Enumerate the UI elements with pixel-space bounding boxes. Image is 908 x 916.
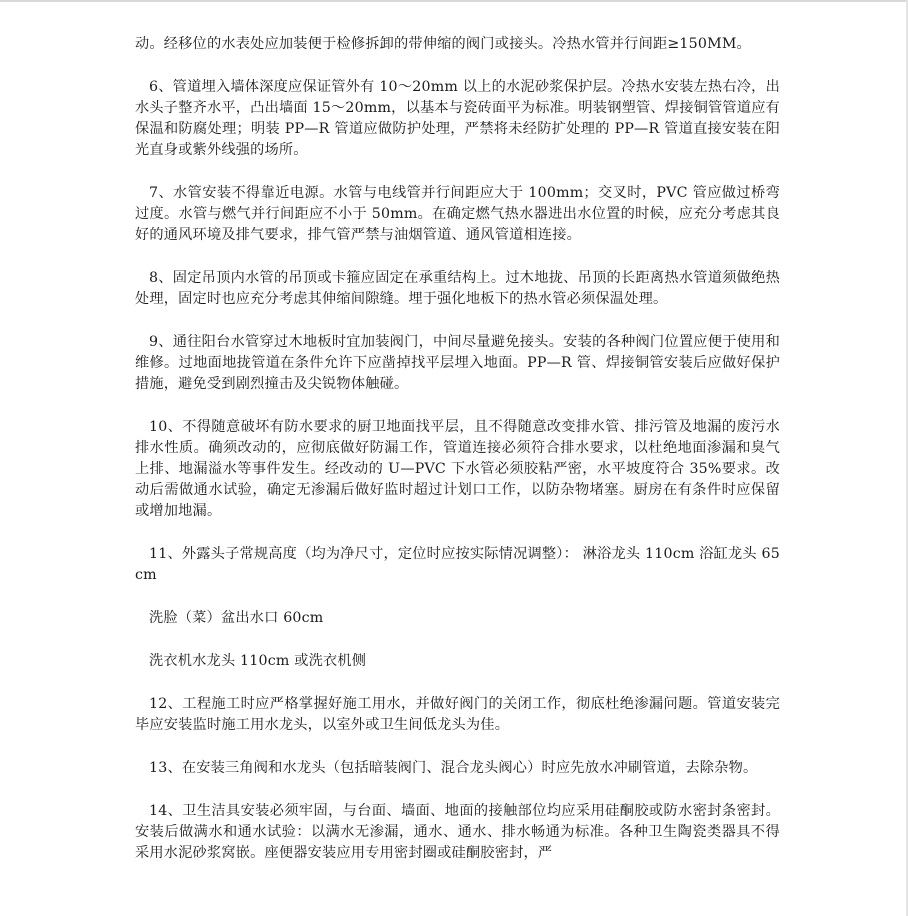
document-body <box>135 34 780 886</box>
paragraph-washer-tap-height: 洗衣机水龙头 110cm 或洗衣机侧 <box>149 653 367 669</box>
paragraph-item-14: 14、卫生洁具安装必须牢固，与台面、墙面、地面的接触部位均应采用硅酮胶或防水密封条密封。安装后做满水和通水试验：以满水无渗漏，通水、通水、排水畅通为标准。各种卫生陶瓷类器具不得采用水泥砂浆窝嵌。座便器安装应用专用密封圈或硅酮胶密封，严 <box>135 803 780 861</box>
paragraph-item-8: 8、固定吊顶内水管的吊顶或卡箍应固定在承重结构上。过木地拢、吊顶的长距离热水管道须做绝热处理，固定时也应充分考虑其伸缩间隙缝。埋于强化地板下的热水管必须保温处理。 <box>135 270 780 307</box>
paragraph-item-9: 9、通往阳台水管穿过木地板时宜加装阀门，中间尽量避免接头。安装的各种阀门位置应便于使用和维修。过地面地拢管道在条件允许下应凿掉找平层埋入地面。PP—R 管、焊接铜管安装后应做好保护措施，避免受到剧烈撞击及尖锐物体触碰。 <box>135 334 780 392</box>
paragraph-item-13: 13、在安装三角阀和水龙头（包括暗装阀门、混合龙头阀心）时应先放水冲刷管道，去除杂物。 <box>149 760 758 776</box>
page-top-border <box>0 0 908 2</box>
paragraph-continuation: 动。经移位的水表处应加装便于检修拆卸的带伸缩的阀门或接头。冷热水管并行间距≥150MM。 <box>135 36 751 52</box>
paragraph-item-10: 10、不得随意破坏有防水要求的厨卫地面找平层，且不得随意改变排水管、排污管及地漏的废污水排水性质。确须改动的，应彻底做好防漏工作，管道连接必须符合排水要求，以杜绝地面渗漏和臭气上排、地漏溢水等事件发生。经改动的 U—PVC 下水管必须胶粘严密，水平坡度符合 35%要求。改动后需做通水试验，确定无渗漏后做好监时超过计划口工作，以防杂物堵塞。厨房在有条件时应保留或增加地漏。 <box>135 419 780 519</box>
paragraph-washbasin-height: 洗脸（菜）盆出水口 60cm <box>149 610 324 626</box>
paragraph-item-11: 11、外露头子常规高度（均为净尺寸，定位时应按实际情况调整）： 淋浴龙头 110cm 浴缸龙头 65cm <box>135 546 780 583</box>
paragraph-item-7: 7、水管安装不得靠近电源。水管与电线管并行间距应大于 100mm；交叉时，PVC 管应做过桥弯过度。水管与燃气并行间距应不小于 50mm。在确定燃气热水器进出水位置的时候，应充分考虑其良好的通风环境及排气要求，排气管严禁与油烟管道、通风管道相连接。 <box>135 185 780 243</box>
paragraph-item-12: 12、工程施工时应严格掌握好施工用水，并做好阀门的关闭工作，彻底杜绝渗漏问题。管道安装完毕应安装监时施工用水龙头，以室外或卫生间低龙头为佳。 <box>135 696 780 733</box>
paragraph-item-6: 6、管道埋入墙体深度应保证管外有 10～20mm 以上的水泥砂浆保护层。冷热水安装左热右冷，出水头子整齐水平，凸出墙面 15～20mm，以基本与瓷砖面平为标准。明装钢塑管、焊接铜管管道应有保温和防腐处理；明装 PP—R 管道应做防护处理，严禁将未经防扩处理的 PP—R 管道直接安装在阳光直身或紫外线强的场所。 <box>135 79 780 158</box>
